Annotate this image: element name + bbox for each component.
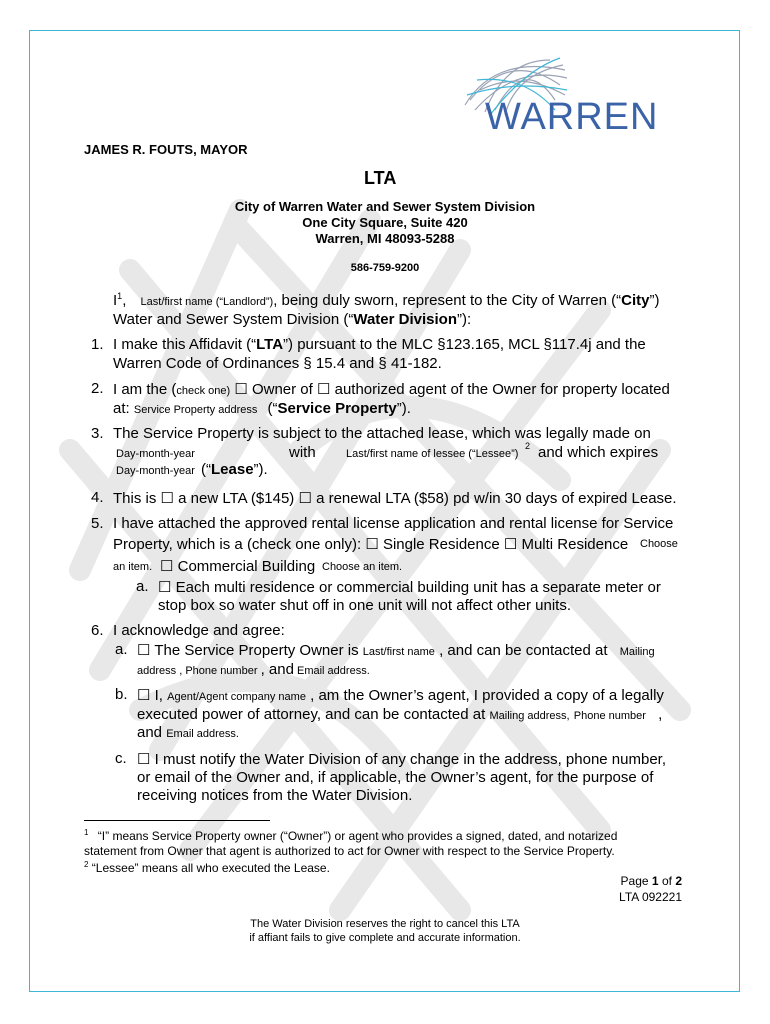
item-5a-line-2: stop box so water shut off in one unit will not affect other units.: [158, 597, 572, 614]
item-1-line-2: Warren Code of Ordinances § 15.4 and § 41-182.: [113, 355, 442, 372]
item-2-number: 2.: [91, 380, 104, 397]
owner-email-field[interactable]: Email address.: [297, 665, 370, 677]
intro-line2-b: ”):: [457, 311, 472, 328]
item-6a-line-1: [137, 641, 655, 659]
item-5-residence-checkboxes[interactable]: Property, which is a (check one only): ☐ Single Residence ☐ Multi Residence: [113, 536, 629, 553]
intro-water-division: Water Division: [353, 311, 457, 328]
item-1-lta: LTA: [256, 336, 284, 353]
notify-checkbox[interactable]: ☐ I must notify the Water Division of any change in the address, phone number,: [137, 751, 667, 768]
footnote-2: [84, 860, 330, 875]
page-total: 2: [675, 874, 682, 888]
choose-item-dropdown-2[interactable]: Choose an item.: [322, 561, 403, 573]
item-6a-label: a.: [115, 641, 128, 658]
intro-line-1: [113, 291, 659, 309]
intro-i: I: [113, 292, 118, 309]
address-line-2: Warren, MI 48093-5288: [315, 231, 455, 246]
owner-checkbox[interactable]: ☐ The Service Property Owner is: [137, 642, 359, 659]
address-line-1: One City Square, Suite 420: [302, 215, 468, 230]
footnote-1-line-1: [84, 828, 617, 843]
choose-item-dropdown-1[interactable]: Choose: [640, 538, 678, 550]
page-prefix: Page: [620, 874, 649, 888]
item-6a-line-2: [137, 661, 370, 678]
item-6-number: 6.: [91, 622, 104, 639]
item-4-lta-type-checkboxes[interactable]: This is ☐ a new LTA ($145) ☐ a renewal LTA ($58) pd w/in 30 days of expired Lease.: [113, 490, 677, 507]
intro-line-2: [113, 311, 471, 328]
page-number: [621, 874, 682, 888]
intro-text-b: ”): [649, 292, 660, 309]
item-6c-line-3: receiving notices from the Water Division.: [137, 787, 413, 804]
intro-city: City: [621, 292, 650, 309]
separate-meter-checkbox[interactable]: ☐ Each multi residence or commercial building unit has a separate meter or: [158, 579, 661, 596]
footnote-1-line-2: statement from Owner that agent is authorized to act for Owner with respect to the Service Property.: [84, 844, 615, 858]
item-5-line-1: I have attached the approved rental license application and rental license for Service: [113, 515, 674, 532]
item-6b-line-3: [137, 724, 239, 741]
item-2-line-1: [113, 380, 670, 398]
item-2-c: (“: [267, 400, 278, 417]
logo-wordmark: WARREN: [485, 96, 659, 138]
agent-phone-field[interactable]: Phone number: [573, 710, 646, 722]
agent-name-field[interactable]: Agent/Agent company name: [167, 691, 306, 703]
item-3-lease-def: [201, 461, 268, 478]
item-6a-and: , and: [260, 661, 294, 678]
item-1-a: I make this Affidavit (“: [113, 336, 257, 353]
service-property-address-field[interactable]: Service Property address: [133, 404, 258, 416]
footnote-ref-2: 2: [525, 441, 531, 451]
choose-item-dropdown-1-cont[interactable]: an item.: [113, 561, 153, 573]
item-3-line-1: The Service Property is subject to the attached lease, which was legally made on: [113, 425, 651, 442]
lease-start-date-field[interactable]: Day-month-year: [116, 448, 195, 460]
item-3-lease: Lease: [211, 461, 254, 478]
agent-email-field[interactable]: Email address.: [166, 728, 239, 740]
intro-text-a: , being duly sworn, represent to the City of Warren (“: [273, 292, 622, 309]
disclaimer-line-1: The Water Division reserves the right to cancel this LTA: [250, 918, 520, 930]
disclaimer-line-2: if affiant fails to give complete and accurate information.: [249, 932, 521, 944]
item-6b-text2: , am the Owner’s agent, I provided a copy of a legally: [310, 687, 664, 704]
item-2-line-2: [113, 400, 411, 417]
item-6c-label: c.: [115, 750, 127, 767]
item-1-b: ”) pursuant to the MLC §123.165, MCL §117.4j and the: [283, 336, 646, 353]
intro-line2-a: Water and Sewer System Division (“: [113, 311, 354, 328]
item-2-service-property: Service Property: [277, 400, 397, 417]
footnote-ref-1: 1: [117, 291, 123, 301]
item-6b-and: and: [137, 724, 163, 741]
footnote-divider: [84, 820, 270, 821]
form-code: LTA 092221: [619, 890, 682, 904]
division-name: City of Warren Water and Sewer System Division: [234, 199, 536, 214]
page-title: LTA: [364, 168, 397, 188]
item-3-expires: and which expires: [538, 444, 659, 461]
item-2-owner-agent-checkboxes[interactable]: ☐ Owner of ☐ authorized agent of the Owner for property located: [234, 381, 670, 398]
item-2-at: at:: [113, 400, 130, 417]
item-6c-line-2: or email of the Owner and, if applicable, the Owner’s agent, for the purpose of: [137, 769, 654, 786]
page-num: 1: [651, 874, 659, 888]
item-3-number: 3.: [91, 425, 104, 442]
item-6a-comma: ,: [179, 665, 183, 677]
item-3-b: ”).: [253, 461, 268, 478]
item-3-with: with: [289, 444, 316, 461]
item-1-number: 1.: [91, 336, 104, 353]
item-6b-line-2: [137, 706, 662, 723]
item-6b-line-1: [137, 686, 664, 704]
owner-address-field[interactable]: address: [137, 665, 177, 677]
item-1-line-1: [113, 336, 646, 353]
item-2-check-one: check one): [176, 385, 231, 397]
owner-name-field[interactable]: Last/first name: [362, 646, 435, 658]
item-6-line-1: I acknowledge and agree:: [113, 622, 285, 639]
item-6a-text2: , and can be contacted at: [439, 642, 608, 659]
footnote-1-mark: 1: [84, 828, 89, 837]
landlord-name-field[interactable]: Last/first name (“Landlord”): [140, 296, 274, 308]
footnote-2-text: “Lessee” means all who executed the Lease.: [91, 861, 330, 875]
lessee-name-field[interactable]: Last/first name of lessee (“Lessee”): [346, 448, 519, 460]
item-4-number: 4.: [91, 489, 104, 506]
phone-number: 586-759-9200: [350, 262, 420, 274]
item-2-a: I am the (: [113, 381, 177, 398]
item-5a-label: a.: [136, 578, 149, 595]
item-6b-comma2: ,: [658, 706, 663, 723]
page-of: of: [661, 874, 672, 888]
item-5-number: 5.: [91, 515, 104, 532]
owner-mailing-field[interactable]: Mailing: [619, 646, 655, 658]
commercial-building-checkbox[interactable]: ☐ Commercial Building: [160, 558, 316, 575]
item-2-d: ”).: [396, 400, 411, 417]
footnote-2-mark: 2: [84, 860, 89, 869]
agent-mailing-field[interactable]: Mailing address: [489, 710, 567, 722]
lease-end-date-field[interactable]: Day-month-year: [116, 465, 195, 477]
item-6b-comma: ,: [566, 710, 570, 722]
item-6b-label: b.: [115, 686, 128, 703]
mayor-name: JAMES R. FOUTS, MAYOR: [84, 142, 248, 157]
agent-checkbox[interactable]: ☐ I,: [137, 687, 163, 704]
intro-comma: ,: [122, 292, 127, 309]
item-3-a: (“: [201, 461, 211, 478]
item-6b-line2-text: executed power of attorney, and can be contacted at: [137, 706, 486, 723]
owner-phone-field[interactable]: Phone number: [185, 665, 258, 677]
footnote-1-text: “I” means Service Property owner (“Owner”) or agent who provides a signed, dated, and notarized: [97, 829, 618, 843]
